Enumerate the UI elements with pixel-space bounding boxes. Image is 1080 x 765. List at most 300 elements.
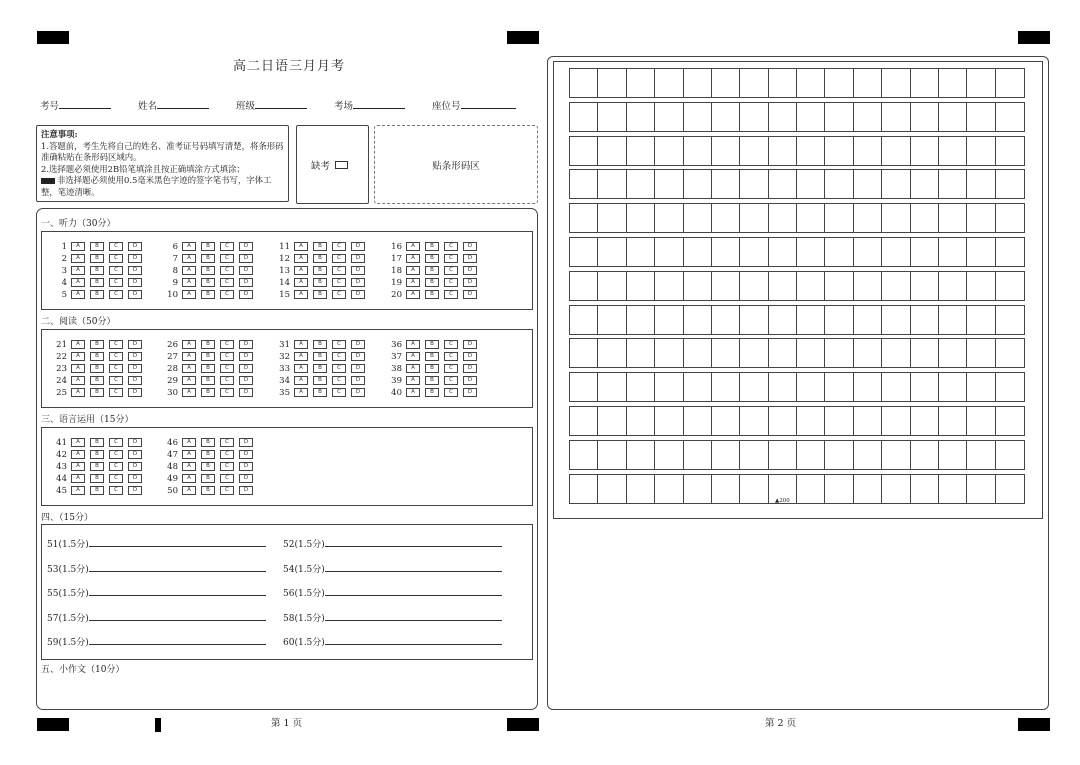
composition-cell[interactable] bbox=[797, 272, 825, 300]
option-bubble-a[interactable]: A bbox=[182, 364, 196, 373]
option-bubble-d[interactable]: D bbox=[351, 352, 365, 361]
composition-cell[interactable] bbox=[684, 475, 712, 503]
option-bubble-c[interactable]: C bbox=[220, 388, 234, 397]
option-bubble-c[interactable]: C bbox=[220, 266, 234, 275]
composition-cell[interactable] bbox=[996, 238, 1024, 266]
option-bubble-b[interactable]: B bbox=[313, 254, 327, 263]
composition-cell[interactable] bbox=[769, 272, 797, 300]
option-bubble-c[interactable]: C bbox=[220, 278, 234, 287]
composition-cell[interactable] bbox=[570, 69, 598, 97]
option-bubble-b[interactable]: B bbox=[201, 450, 215, 459]
option-bubble-a[interactable]: A bbox=[406, 242, 420, 251]
option-bubble-b[interactable]: B bbox=[201, 388, 215, 397]
option-bubble-a[interactable]: A bbox=[294, 340, 308, 349]
composition-cell[interactable] bbox=[598, 137, 626, 165]
composition-cell[interactable] bbox=[996, 339, 1024, 367]
composition-cell[interactable] bbox=[825, 339, 853, 367]
option-bubble-a[interactable]: A bbox=[294, 266, 308, 275]
composition-cell[interactable] bbox=[825, 306, 853, 334]
composition-cell[interactable] bbox=[570, 238, 598, 266]
info-field-class[interactable]: 班级 bbox=[236, 98, 307, 112]
option-bubble-c[interactable]: C bbox=[109, 266, 123, 275]
composition-cell[interactable] bbox=[655, 441, 683, 469]
composition-cell[interactable] bbox=[570, 204, 598, 232]
fill-in-item[interactable] bbox=[283, 561, 502, 575]
composition-cell[interactable] bbox=[655, 170, 683, 198]
composition-cell[interactable] bbox=[627, 103, 655, 131]
composition-cell[interactable] bbox=[712, 272, 740, 300]
option-bubble-a[interactable]: A bbox=[182, 376, 196, 385]
option-bubble-d[interactable]: D bbox=[463, 376, 477, 385]
option-bubble-b[interactable]: B bbox=[201, 254, 215, 263]
option-bubble-b[interactable]: B bbox=[201, 438, 215, 447]
option-bubble-b[interactable]: B bbox=[313, 242, 327, 251]
composition-cell[interactable] bbox=[570, 441, 598, 469]
info-field-seat-number[interactable]: 座位号 bbox=[432, 98, 516, 112]
option-bubble-d[interactable]: D bbox=[128, 474, 142, 483]
option-bubble-c[interactable]: C bbox=[109, 450, 123, 459]
option-bubble-c[interactable]: C bbox=[332, 290, 346, 299]
composition-cell[interactable] bbox=[797, 441, 825, 469]
option-bubble-d[interactable]: D bbox=[463, 340, 477, 349]
composition-cell[interactable] bbox=[939, 475, 967, 503]
fill-in-line[interactable] bbox=[89, 561, 266, 572]
composition-cell[interactable] bbox=[712, 306, 740, 334]
option-bubble-c[interactable]: C bbox=[444, 278, 458, 287]
option-bubble-d[interactable]: D bbox=[351, 388, 365, 397]
option-bubble-c[interactable]: C bbox=[220, 376, 234, 385]
composition-cell[interactable] bbox=[769, 407, 797, 435]
composition-cell[interactable] bbox=[825, 441, 853, 469]
composition-cell[interactable] bbox=[967, 204, 995, 232]
option-bubble-b[interactable]: B bbox=[425, 278, 439, 287]
option-bubble-c[interactable]: C bbox=[220, 242, 234, 251]
composition-cell[interactable] bbox=[740, 272, 768, 300]
option-bubble-a[interactable]: A bbox=[294, 242, 308, 251]
composition-cell[interactable] bbox=[939, 69, 967, 97]
option-bubble-b[interactable]: B bbox=[90, 462, 104, 471]
composition-cell[interactable] bbox=[911, 475, 939, 503]
option-bubble-a[interactable]: A bbox=[182, 462, 196, 471]
composition-cell[interactable] bbox=[996, 306, 1024, 334]
composition-cell[interactable] bbox=[854, 103, 882, 131]
composition-cell[interactable] bbox=[882, 170, 910, 198]
composition-cell[interactable] bbox=[684, 137, 712, 165]
option-bubble-d[interactable]: D bbox=[239, 486, 253, 495]
composition-cell[interactable] bbox=[655, 204, 683, 232]
option-bubble-d[interactable]: D bbox=[239, 450, 253, 459]
composition-cell[interactable] bbox=[570, 306, 598, 334]
composition-cell[interactable] bbox=[769, 103, 797, 131]
composition-cell[interactable] bbox=[712, 441, 740, 469]
composition-cell[interactable] bbox=[570, 373, 598, 401]
option-bubble-b[interactable]: B bbox=[90, 242, 104, 251]
composition-cell[interactable] bbox=[825, 204, 853, 232]
option-bubble-d[interactable]: D bbox=[239, 474, 253, 483]
option-bubble-a[interactable]: A bbox=[71, 474, 85, 483]
composition-cell[interactable] bbox=[911, 137, 939, 165]
composition-cell[interactable] bbox=[882, 137, 910, 165]
composition-cell[interactable] bbox=[911, 238, 939, 266]
composition-cell[interactable] bbox=[570, 103, 598, 131]
composition-cell[interactable] bbox=[655, 137, 683, 165]
composition-cell[interactable] bbox=[712, 69, 740, 97]
composition-cell[interactable] bbox=[967, 373, 995, 401]
composition-cell[interactable] bbox=[655, 69, 683, 97]
composition-cell[interactable] bbox=[740, 204, 768, 232]
composition-cell[interactable] bbox=[684, 306, 712, 334]
option-bubble-b[interactable]: B bbox=[201, 290, 215, 299]
composition-cell[interactable] bbox=[712, 238, 740, 266]
option-bubble-b[interactable]: B bbox=[201, 340, 215, 349]
composition-cell[interactable] bbox=[655, 103, 683, 131]
option-bubble-b[interactable]: B bbox=[90, 266, 104, 275]
composition-cell[interactable] bbox=[854, 339, 882, 367]
option-bubble-a[interactable]: A bbox=[71, 462, 85, 471]
option-bubble-b[interactable]: B bbox=[90, 388, 104, 397]
composition-cell[interactable] bbox=[684, 170, 712, 198]
option-bubble-d[interactable]: D bbox=[239, 242, 253, 251]
option-bubble-b[interactable]: B bbox=[90, 474, 104, 483]
option-bubble-d[interactable]: D bbox=[128, 376, 142, 385]
option-bubble-a[interactable]: A bbox=[406, 376, 420, 385]
composition-cell[interactable] bbox=[655, 475, 683, 503]
option-bubble-c[interactable]: C bbox=[444, 340, 458, 349]
option-bubble-d[interactable]: D bbox=[239, 388, 253, 397]
composition-cell[interactable] bbox=[939, 204, 967, 232]
composition-cell[interactable] bbox=[570, 339, 598, 367]
composition-cell[interactable] bbox=[854, 170, 882, 198]
option-bubble-a[interactable]: A bbox=[71, 388, 85, 397]
composition-cell[interactable] bbox=[769, 373, 797, 401]
option-bubble-c[interactable]: C bbox=[109, 290, 123, 299]
option-bubble-b[interactable]: B bbox=[201, 462, 215, 471]
composition-cell[interactable] bbox=[712, 339, 740, 367]
composition-cell[interactable] bbox=[967, 272, 995, 300]
option-bubble-a[interactable]: A bbox=[406, 340, 420, 349]
composition-cell[interactable] bbox=[882, 306, 910, 334]
fill-in-line[interactable] bbox=[325, 561, 502, 572]
option-bubble-d[interactable]: D bbox=[239, 340, 253, 349]
composition-cell[interactable] bbox=[854, 441, 882, 469]
composition-cell[interactable] bbox=[825, 238, 853, 266]
composition-cell[interactable] bbox=[598, 306, 626, 334]
composition-cell[interactable] bbox=[598, 272, 626, 300]
option-bubble-a[interactable]: A bbox=[406, 364, 420, 373]
composition-cell[interactable] bbox=[627, 272, 655, 300]
option-bubble-c[interactable]: C bbox=[444, 364, 458, 373]
composition-cell[interactable] bbox=[598, 204, 626, 232]
composition-cell[interactable] bbox=[967, 103, 995, 131]
composition-cell[interactable] bbox=[627, 407, 655, 435]
fill-in-item[interactable] bbox=[283, 610, 502, 624]
option-bubble-c[interactable]: C bbox=[220, 486, 234, 495]
composition-cell[interactable] bbox=[882, 475, 910, 503]
option-bubble-b[interactable]: B bbox=[201, 474, 215, 483]
option-bubble-d[interactable]: D bbox=[239, 254, 253, 263]
option-bubble-c[interactable]: C bbox=[332, 254, 346, 263]
absent-checkbox[interactable] bbox=[335, 161, 348, 169]
composition-cell[interactable] bbox=[740, 407, 768, 435]
composition-cell[interactable] bbox=[797, 103, 825, 131]
option-bubble-c[interactable]: C bbox=[332, 340, 346, 349]
option-bubble-c[interactable]: C bbox=[220, 364, 234, 373]
info-field-exam-room[interactable]: 考场 bbox=[334, 98, 405, 112]
option-bubble-a[interactable]: A bbox=[294, 352, 308, 361]
composition-cell[interactable] bbox=[825, 373, 853, 401]
option-bubble-a[interactable]: A bbox=[71, 364, 85, 373]
option-bubble-b[interactable]: B bbox=[90, 376, 104, 385]
option-bubble-c[interactable]: C bbox=[332, 242, 346, 251]
composition-cell[interactable] bbox=[854, 407, 882, 435]
composition-cell[interactable] bbox=[627, 170, 655, 198]
fill-in-item[interactable] bbox=[47, 536, 266, 550]
fill-in-line[interactable] bbox=[325, 585, 502, 596]
composition-cell[interactable] bbox=[825, 170, 853, 198]
composition-cell[interactable] bbox=[882, 339, 910, 367]
composition-cell[interactable] bbox=[712, 204, 740, 232]
composition-cell[interactable] bbox=[598, 170, 626, 198]
composition-cell[interactable] bbox=[598, 103, 626, 131]
option-bubble-b[interactable]: B bbox=[201, 364, 215, 373]
composition-cell[interactable] bbox=[939, 272, 967, 300]
option-bubble-c[interactable]: C bbox=[332, 388, 346, 397]
option-bubble-b[interactable]: B bbox=[313, 278, 327, 287]
composition-cell[interactable] bbox=[769, 170, 797, 198]
composition-cell[interactable] bbox=[797, 204, 825, 232]
composition-cell[interactable] bbox=[911, 204, 939, 232]
composition-cell[interactable] bbox=[655, 373, 683, 401]
composition-cell[interactable] bbox=[627, 69, 655, 97]
option-bubble-b[interactable]: B bbox=[313, 388, 327, 397]
composition-cell[interactable] bbox=[712, 137, 740, 165]
option-bubble-b[interactable]: B bbox=[425, 352, 439, 361]
option-bubble-d[interactable]: D bbox=[128, 486, 142, 495]
composition-cell[interactable] bbox=[655, 339, 683, 367]
fill-in-item[interactable] bbox=[283, 634, 502, 648]
composition-cell[interactable] bbox=[996, 272, 1024, 300]
composition-cell[interactable] bbox=[967, 441, 995, 469]
option-bubble-d[interactable]: D bbox=[128, 290, 142, 299]
option-bubble-a[interactable]: A bbox=[182, 474, 196, 483]
option-bubble-a[interactable]: A bbox=[71, 278, 85, 287]
composition-cell[interactable] bbox=[769, 441, 797, 469]
composition-cell[interactable] bbox=[627, 204, 655, 232]
option-bubble-c[interactable]: C bbox=[444, 254, 458, 263]
composition-cell[interactable] bbox=[769, 137, 797, 165]
composition-cell[interactable] bbox=[655, 407, 683, 435]
composition-cell[interactable] bbox=[854, 272, 882, 300]
composition-cell[interactable] bbox=[825, 475, 853, 503]
option-bubble-a[interactable]: A bbox=[71, 254, 85, 263]
option-bubble-a[interactable]: A bbox=[71, 290, 85, 299]
option-bubble-a[interactable]: A bbox=[294, 254, 308, 263]
option-bubble-a[interactable]: A bbox=[71, 486, 85, 495]
option-bubble-b[interactable]: B bbox=[425, 376, 439, 385]
composition-cell[interactable] bbox=[740, 373, 768, 401]
option-bubble-b[interactable]: B bbox=[313, 340, 327, 349]
composition-cell[interactable] bbox=[911, 170, 939, 198]
fill-in-item[interactable] bbox=[283, 585, 502, 599]
composition-cell[interactable] bbox=[655, 272, 683, 300]
composition-cell[interactable] bbox=[996, 475, 1024, 503]
composition-cell[interactable] bbox=[570, 407, 598, 435]
option-bubble-a[interactable]: A bbox=[71, 340, 85, 349]
composition-cell[interactable] bbox=[939, 339, 967, 367]
composition-cell[interactable] bbox=[911, 441, 939, 469]
composition-cell[interactable] bbox=[684, 407, 712, 435]
composition-cell[interactable] bbox=[967, 339, 995, 367]
option-bubble-d[interactable]: D bbox=[351, 340, 365, 349]
option-bubble-a[interactable]: A bbox=[182, 340, 196, 349]
option-bubble-a[interactable]: A bbox=[406, 290, 420, 299]
option-bubble-a[interactable]: A bbox=[294, 376, 308, 385]
composition-cell[interactable] bbox=[911, 339, 939, 367]
option-bubble-c[interactable]: C bbox=[444, 376, 458, 385]
composition-cell[interactable] bbox=[996, 103, 1024, 131]
fill-in-item[interactable] bbox=[47, 634, 266, 648]
option-bubble-d[interactable]: D bbox=[239, 462, 253, 471]
option-bubble-c[interactable]: C bbox=[220, 254, 234, 263]
option-bubble-d[interactable]: D bbox=[463, 290, 477, 299]
option-bubble-c[interactable]: C bbox=[444, 352, 458, 361]
option-bubble-b[interactable]: B bbox=[425, 242, 439, 251]
composition-cell[interactable] bbox=[684, 204, 712, 232]
composition-cell[interactable] bbox=[882, 441, 910, 469]
composition-cell[interactable] bbox=[684, 441, 712, 469]
option-bubble-b[interactable]: B bbox=[313, 352, 327, 361]
option-bubble-c[interactable]: C bbox=[109, 254, 123, 263]
option-bubble-b[interactable]: B bbox=[425, 388, 439, 397]
option-bubble-b[interactable]: B bbox=[425, 254, 439, 263]
option-bubble-c[interactable]: C bbox=[444, 388, 458, 397]
option-bubble-d[interactable]: D bbox=[128, 462, 142, 471]
option-bubble-b[interactable]: B bbox=[313, 266, 327, 275]
option-bubble-c[interactable]: C bbox=[332, 364, 346, 373]
option-bubble-a[interactable]: A bbox=[71, 376, 85, 385]
fill-in-line[interactable] bbox=[89, 585, 266, 596]
composition-cell[interactable] bbox=[627, 238, 655, 266]
composition-cell[interactable] bbox=[627, 137, 655, 165]
composition-cell[interactable] bbox=[967, 306, 995, 334]
composition-cell[interactable] bbox=[740, 441, 768, 469]
option-bubble-c[interactable]: C bbox=[109, 438, 123, 447]
option-bubble-c[interactable]: C bbox=[220, 352, 234, 361]
option-bubble-d[interactable]: D bbox=[128, 242, 142, 251]
option-bubble-d[interactable]: D bbox=[351, 254, 365, 263]
composition-cell[interactable] bbox=[996, 69, 1024, 97]
composition-cell[interactable] bbox=[570, 272, 598, 300]
option-bubble-d[interactable]: D bbox=[239, 266, 253, 275]
composition-cell[interactable] bbox=[598, 69, 626, 97]
option-bubble-b[interactable]: B bbox=[90, 450, 104, 459]
composition-cell[interactable] bbox=[740, 103, 768, 131]
composition-cell[interactable] bbox=[598, 238, 626, 266]
composition-cell[interactable] bbox=[854, 373, 882, 401]
composition-cell[interactable] bbox=[598, 475, 626, 503]
composition-cell[interactable] bbox=[854, 238, 882, 266]
option-bubble-b[interactable]: B bbox=[201, 352, 215, 361]
option-bubble-d[interactable]: D bbox=[239, 352, 253, 361]
composition-cell[interactable] bbox=[627, 306, 655, 334]
composition-cell[interactable] bbox=[712, 407, 740, 435]
composition-cell[interactable] bbox=[740, 238, 768, 266]
composition-cell[interactable] bbox=[769, 69, 797, 97]
option-bubble-a[interactable]: A bbox=[71, 266, 85, 275]
composition-cell[interactable] bbox=[570, 475, 598, 503]
composition-cell[interactable] bbox=[825, 103, 853, 131]
fill-in-line[interactable] bbox=[89, 634, 266, 645]
composition-cell[interactable] bbox=[825, 69, 853, 97]
composition-cell[interactable] bbox=[598, 339, 626, 367]
fill-in-item[interactable] bbox=[47, 610, 266, 624]
composition-cell[interactable] bbox=[939, 137, 967, 165]
composition-cell[interactable] bbox=[882, 69, 910, 97]
composition-cell[interactable] bbox=[967, 475, 995, 503]
composition-cell[interactable] bbox=[684, 69, 712, 97]
composition-cell[interactable] bbox=[797, 170, 825, 198]
option-bubble-c[interactable]: C bbox=[332, 376, 346, 385]
composition-cell[interactable] bbox=[996, 137, 1024, 165]
composition-cell[interactable] bbox=[967, 407, 995, 435]
fill-in-item[interactable] bbox=[283, 536, 502, 550]
composition-cell[interactable] bbox=[825, 137, 853, 165]
composition-cell[interactable] bbox=[911, 407, 939, 435]
option-bubble-d[interactable]: D bbox=[463, 266, 477, 275]
option-bubble-c[interactable]: C bbox=[220, 450, 234, 459]
info-field-name[interactable]: 姓名 bbox=[138, 98, 209, 112]
option-bubble-c[interactable]: C bbox=[109, 340, 123, 349]
fill-in-line[interactable] bbox=[325, 634, 502, 645]
option-bubble-d[interactable]: D bbox=[463, 352, 477, 361]
option-bubble-a[interactable]: A bbox=[71, 352, 85, 361]
option-bubble-a[interactable]: A bbox=[182, 486, 196, 495]
composition-cell[interactable] bbox=[911, 272, 939, 300]
option-bubble-c[interactable]: C bbox=[444, 242, 458, 251]
composition-cell[interactable] bbox=[882, 238, 910, 266]
option-bubble-d[interactable]: D bbox=[128, 438, 142, 447]
option-bubble-a[interactable]: A bbox=[406, 388, 420, 397]
composition-cell[interactable] bbox=[911, 373, 939, 401]
composition-cell[interactable] bbox=[740, 306, 768, 334]
composition-cell[interactable] bbox=[627, 475, 655, 503]
option-bubble-a[interactable]: A bbox=[294, 290, 308, 299]
fill-in-line[interactable] bbox=[325, 610, 502, 621]
composition-cell[interactable] bbox=[797, 339, 825, 367]
option-bubble-d[interactable]: D bbox=[128, 340, 142, 349]
option-bubble-a[interactable]: A bbox=[294, 388, 308, 397]
option-bubble-b[interactable]: B bbox=[90, 438, 104, 447]
composition-cell[interactable] bbox=[598, 441, 626, 469]
composition-cell[interactable] bbox=[996, 170, 1024, 198]
composition-cell[interactable] bbox=[939, 441, 967, 469]
composition-cell[interactable] bbox=[684, 373, 712, 401]
composition-cell[interactable] bbox=[967, 137, 995, 165]
option-bubble-b[interactable]: B bbox=[313, 290, 327, 299]
option-bubble-c[interactable]: C bbox=[444, 266, 458, 275]
composition-cell[interactable] bbox=[712, 373, 740, 401]
composition-cell[interactable] bbox=[655, 306, 683, 334]
fill-in-item[interactable] bbox=[47, 585, 266, 599]
option-bubble-d[interactable]: D bbox=[239, 364, 253, 373]
option-bubble-c[interactable]: C bbox=[109, 474, 123, 483]
option-bubble-c[interactable]: C bbox=[332, 278, 346, 287]
info-field-exam-number[interactable]: 考号 bbox=[40, 98, 111, 112]
composition-cell[interactable] bbox=[712, 103, 740, 131]
option-bubble-c[interactable]: C bbox=[220, 462, 234, 471]
composition-cell[interactable] bbox=[882, 407, 910, 435]
composition-cell[interactable] bbox=[740, 137, 768, 165]
